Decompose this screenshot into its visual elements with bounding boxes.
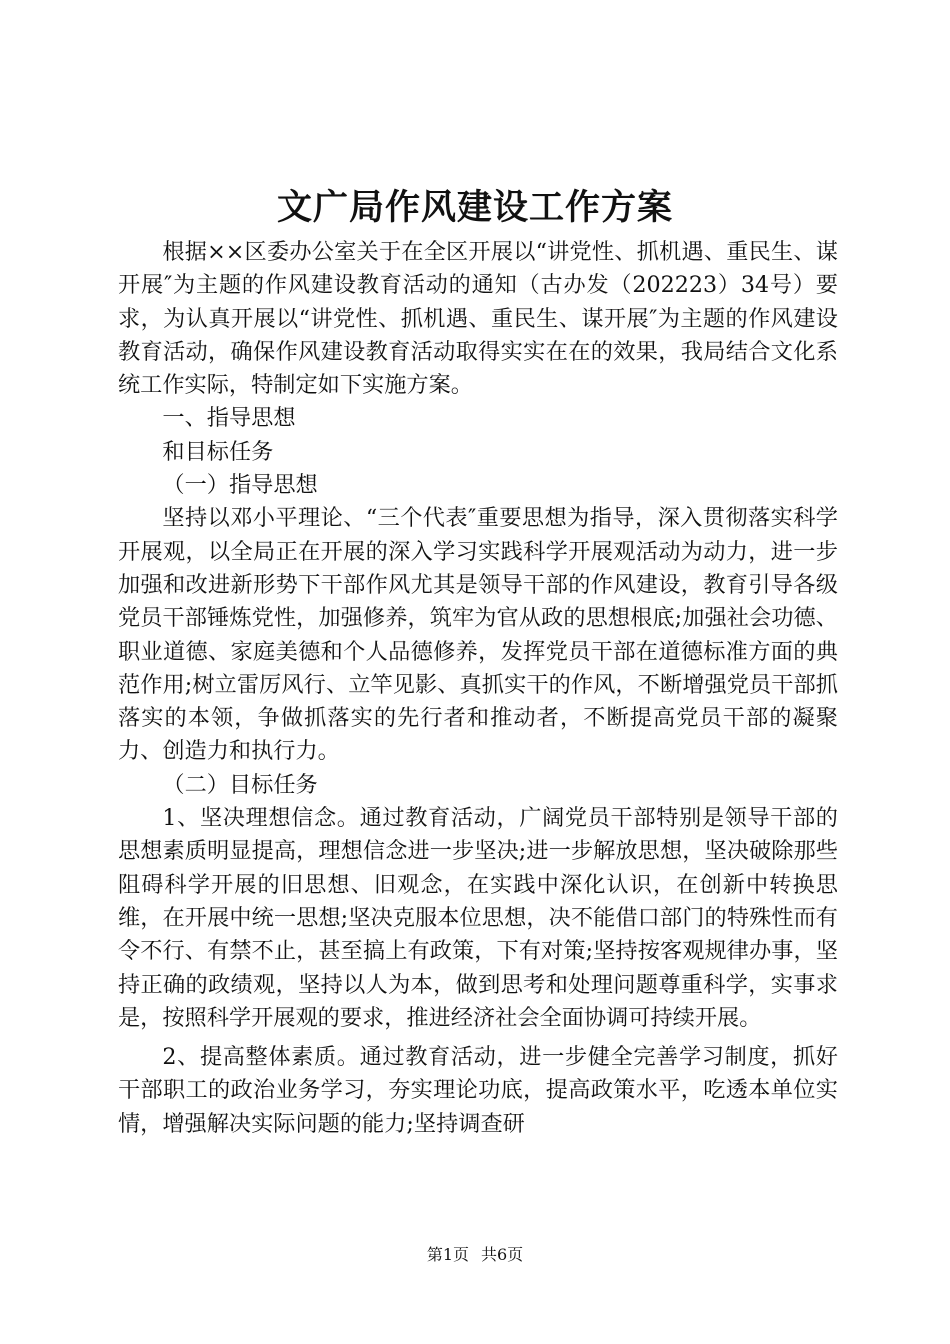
subheading-goals: （二）目标任务 <box>162 771 318 798</box>
document-title: 文广局作风建设工作方案 <box>276 187 673 228</box>
paragraph-intro: 根据××区委办公室关于在全区开展以“讲党性、抓机遇、重民生、谋开展″为主题的作风建设教育活动的通知（古办发（202223）34号）要求，为认真开展以“讲党性、抓机遇、重民生、谋开展″为主题的作风建设教育活动，确保作风建设教育活动取得实实在在的效果，我局结合文化系统工作实际，特制定如下实施方案。 <box>118 239 838 399</box>
heading-goals-continued: 和目标任务 <box>162 438 274 465</box>
heading-guiding-thought: 一、指导思想 <box>162 405 296 432</box>
paragraph-goal-2: 2、提高整体素质。通过教育活动，进一步健全完善学习制度，抓好干部职工的政治业务学习，夯实理论功底，提高政策水平，吃透本单位实情，增强解决实际问题的能力;坚持调查研 <box>118 1044 838 1137</box>
page-footer <box>0 1243 950 1267</box>
page-number: 第1页 <box>426 1245 469 1264</box>
paragraph-goal-1: 1、坚决理想信念。通过教育活动，广阔党员干部特别是领导干部的思想素质明显提高，理想信念进一步坚决;进一步解放思想，坚决破除那些阻碍科学开展的旧思想、旧观念，在实践中深化认识，在创新中转换思维，在开展中统一思想;坚决克服本位思想，决不能借口部门的特殊性而有令不行、有禁不止，甚至搞上有政策，下有对策;坚持按客观规律办事，坚持正确的政绩观，坚持以人为本，做到思考和处理问题尊重科学，实事求是，按照科学开展观的要求，推进经济社会全面协调可持续开展。 <box>118 805 838 1031</box>
subheading-guiding-thought: （一）指导思想 <box>162 472 318 499</box>
document-body <box>118 236 838 1141</box>
page-total: 共6页 <box>481 1245 524 1264</box>
paragraph-guiding-thought: 坚持以邓小平理论、“三个代表″重要思想为指导，深入贯彻落实科学开展观，以全局正在开展的深入学习实践科学开展观活动为动力，进一步加强和改进新形势下干部作风尤其是领导干部的作风建设，教育引导各级党员干部锤炼党性，加强修养，筑牢为官从政的思想根底;加强社会功德、职业道德、家庭美德和个人品德修养，发挥党员干部在道德标准方面的典范作用;树立雷厉风行、立竿见影、真抓实干的作风，不断增强党员干部抓落实的本领，争做抓落实的先行者和推动者，不断提高党员干部的凝聚力、创造力和执行力。 <box>118 505 838 765</box>
